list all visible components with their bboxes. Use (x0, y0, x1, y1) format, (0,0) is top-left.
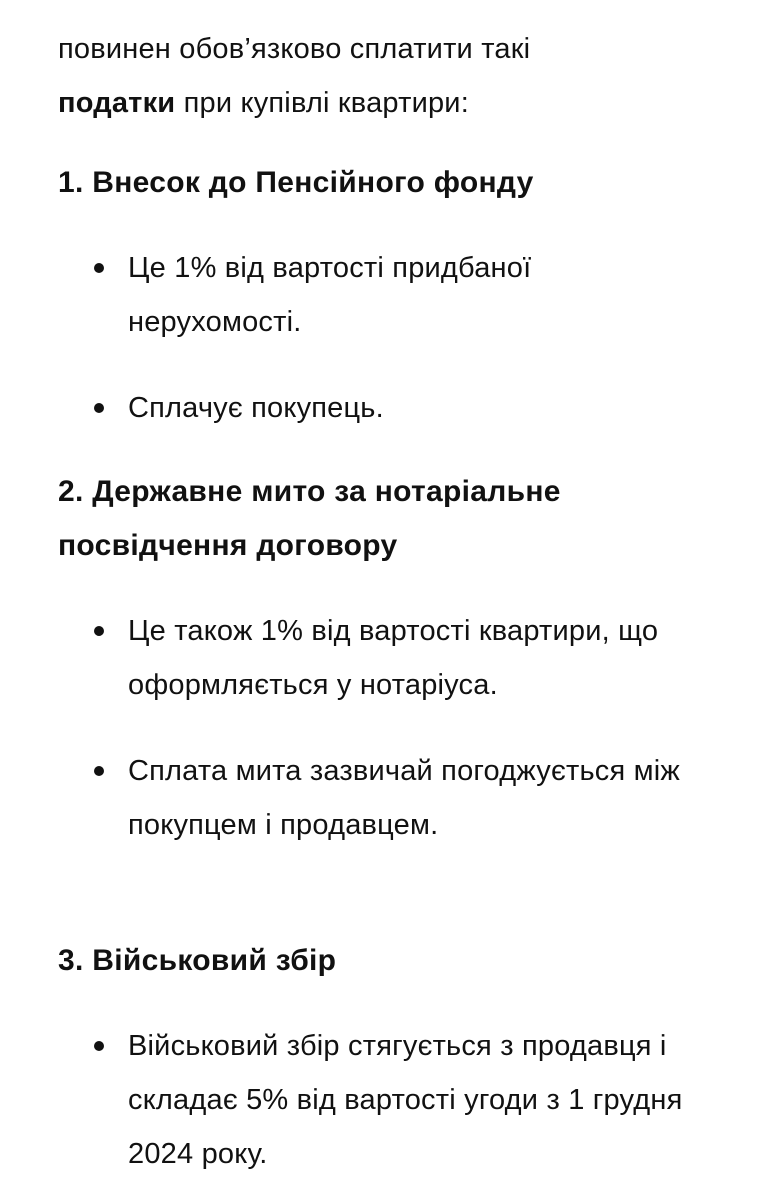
section-heading-state-duty: 2. Державне мито за нотаріальне посвідчення договору (58, 475, 561, 562)
list-item (58, 604, 740, 712)
list-item-text: Це 1% від вартості придбаної нерухомості. (128, 252, 532, 338)
section-list-pension-fund (58, 241, 738, 435)
list-item-text: Військовий збір стягується з продавця і складає 5% від вартості угоди з 1 грудня 2024 року. (128, 1030, 683, 1170)
section-heading-military-levy: 3. Військовий збір (58, 944, 337, 977)
bullet-icon (94, 766, 104, 776)
bullet-icon (94, 626, 104, 636)
bullet-icon (94, 1041, 104, 1051)
list-item (58, 1019, 756, 1181)
list-item (58, 381, 738, 435)
list-item (58, 241, 628, 349)
section-heading-pension-fund: 1. Внесок до Пенсійного фонду (58, 166, 534, 199)
list-item (58, 744, 688, 852)
intro-text-rest: при купівлі квартири: (175, 87, 469, 119)
bullet-icon (94, 403, 104, 413)
list-item-text: Це також 1% від вартості квартири, що оформляється у нотаріуса. (128, 615, 659, 701)
list-item-text: Сплата мита зазвичай погоджується між покупцем і продавцем. (128, 755, 681, 841)
intro-bold-text: податки (58, 87, 176, 119)
section-list-state-duty (58, 604, 738, 852)
section-list-military-levy (58, 1019, 738, 1181)
intro-text-line1: повинен обов’язково сплатити такі (58, 33, 531, 65)
list-item-text: Сплачує покупець. (128, 392, 384, 424)
bullet-icon (94, 263, 104, 273)
intro-paragraph (58, 22, 738, 130)
